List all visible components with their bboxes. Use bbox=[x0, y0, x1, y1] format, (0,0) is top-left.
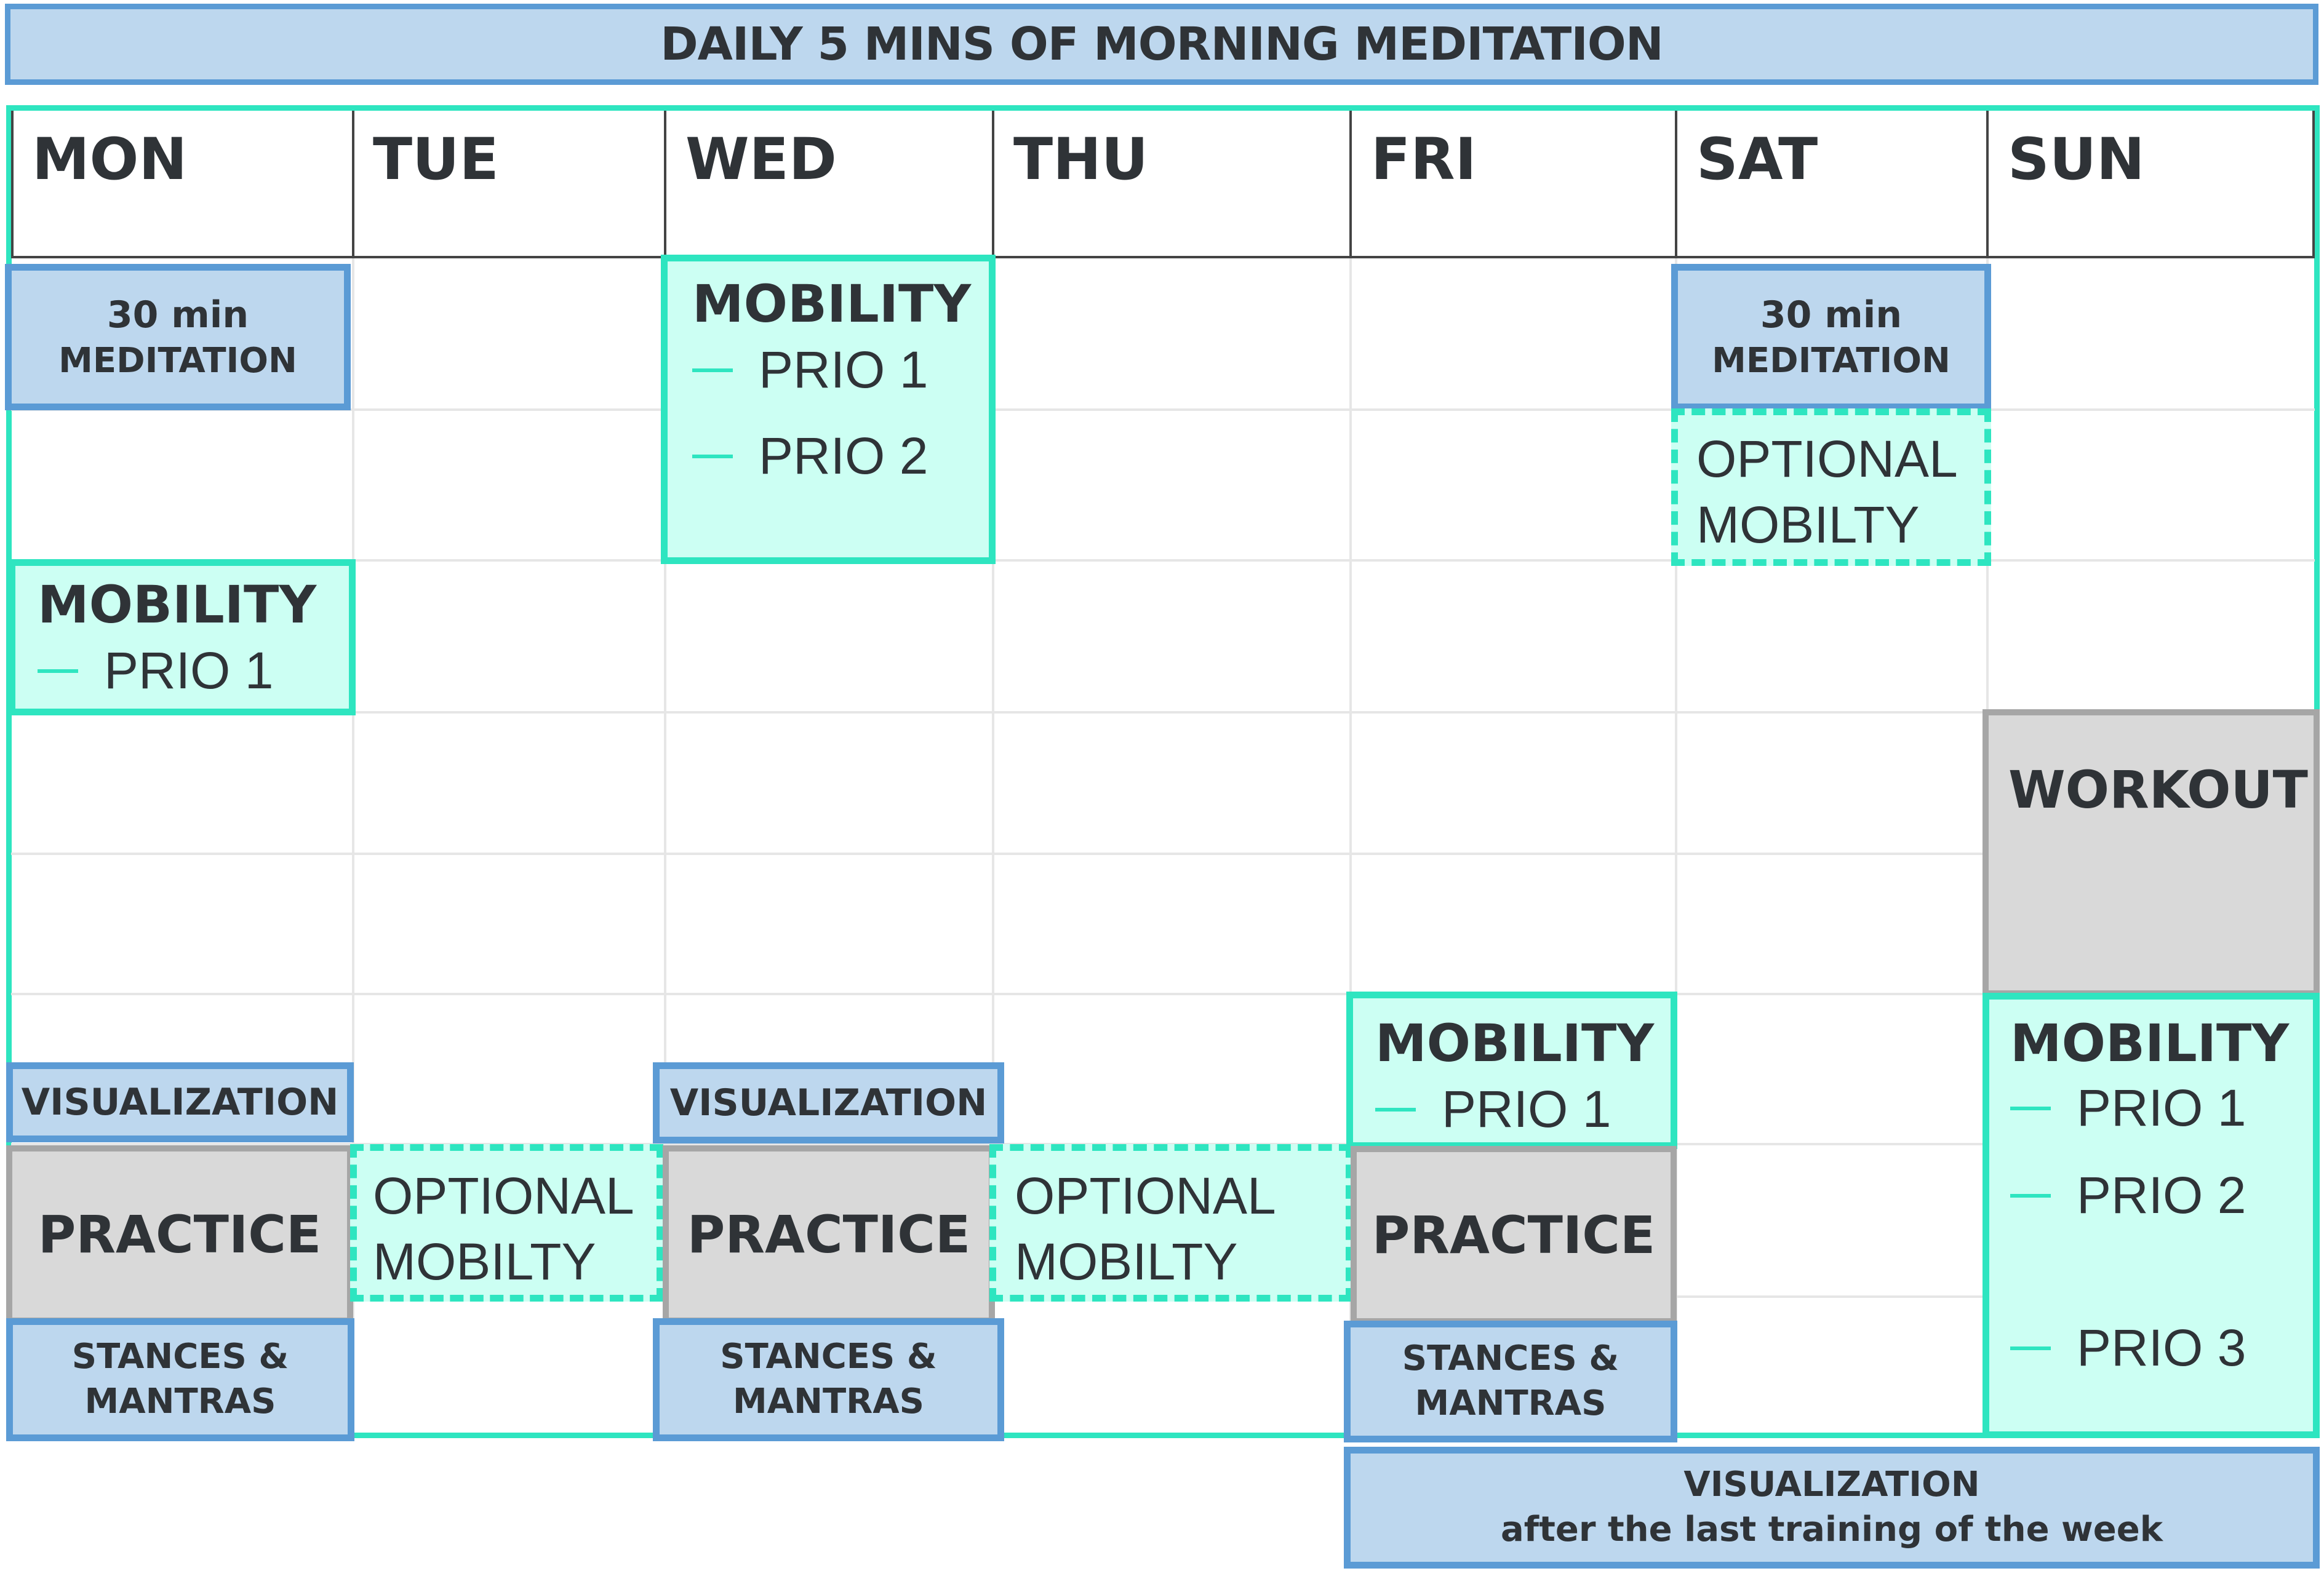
mon-meditation-block bbox=[5, 264, 351, 410]
prio-label: PRIO 1 bbox=[759, 341, 928, 399]
note-subtitle: after the last training of the week bbox=[1501, 1509, 2163, 1549]
optional-line-2: MOBILTY bbox=[1015, 1232, 1238, 1291]
prio-item bbox=[2010, 1318, 2246, 1378]
day-header-mon: MON bbox=[32, 126, 188, 193]
mon-visualization-block bbox=[6, 1062, 354, 1142]
optional-line-1: OPTIONAL bbox=[1696, 430, 1958, 488]
dash-icon bbox=[2010, 1346, 2051, 1350]
stances-line-2: MANTRAS bbox=[1415, 1383, 1607, 1423]
header-line bbox=[992, 111, 994, 257]
optional-line-2: MOBILTY bbox=[373, 1232, 596, 1291]
grid-line bbox=[11, 993, 2315, 995]
prio-item bbox=[2010, 1078, 2246, 1138]
day-header-fri: FRI bbox=[1371, 126, 1477, 193]
fri-stances-block bbox=[1344, 1321, 1677, 1442]
prio-item bbox=[2010, 1166, 2246, 1225]
optional-mobility-text bbox=[1015, 1163, 1276, 1294]
wed-practice-block bbox=[663, 1145, 995, 1324]
page-title: DAILY 5 MINS OF MORNING MEDITATION bbox=[5, 4, 2318, 85]
prio-item bbox=[38, 641, 273, 701]
prio-label: PRIO 2 bbox=[759, 427, 928, 485]
practice-label: PRACTICE bbox=[1372, 1205, 1656, 1265]
header-line bbox=[352, 111, 354, 257]
prio-item bbox=[692, 340, 928, 400]
header-divider bbox=[11, 256, 2315, 258]
fri-mobility-block bbox=[1346, 992, 1677, 1149]
stances-line-1: STANCES & bbox=[71, 1337, 289, 1377]
header-line bbox=[1986, 111, 1989, 257]
grid-line bbox=[11, 711, 2315, 714]
thu-optional-mobility-block bbox=[989, 1144, 1352, 1302]
wed-stances-block bbox=[653, 1318, 1004, 1441]
dash-icon bbox=[1375, 1108, 1416, 1112]
mon-stances-block bbox=[6, 1318, 354, 1441]
dash-icon bbox=[38, 669, 78, 673]
dash-icon bbox=[2010, 1107, 2051, 1110]
prio-label: PRIO 2 bbox=[2077, 1166, 2246, 1224]
sat-meditation-block bbox=[1671, 264, 1991, 410]
optional-line-1: OPTIONAL bbox=[1015, 1167, 1276, 1225]
stances-line-1: STANCES & bbox=[720, 1337, 937, 1377]
fri-practice-block bbox=[1351, 1146, 1677, 1324]
stances-line-2: MANTRAS bbox=[733, 1382, 924, 1422]
sat-optional-mobility-block bbox=[1671, 408, 1991, 566]
end-of-week-visualization-note bbox=[1344, 1447, 2320, 1569]
grid-line bbox=[11, 853, 2315, 855]
header-line bbox=[2312, 111, 2315, 257]
prio-label: PRIO 1 bbox=[104, 642, 274, 699]
day-header-sun: SUN bbox=[2008, 126, 2145, 193]
mobility-title: MOBILITY bbox=[2010, 1013, 2290, 1073]
day-header-thu: THU bbox=[1013, 126, 1149, 193]
mobility-title: MOBILITY bbox=[692, 274, 972, 334]
stances-line-2: MANTRAS bbox=[84, 1382, 276, 1422]
mon-practice-block bbox=[6, 1145, 353, 1324]
visualization-label: VISUALIZATION bbox=[669, 1081, 988, 1124]
stances-line-1: STANCES & bbox=[1402, 1338, 1619, 1379]
visualization-label: VISUALIZATION bbox=[21, 1081, 339, 1124]
workout-label: WORKOUT bbox=[2008, 760, 2308, 820]
optional-mobility-text bbox=[373, 1163, 634, 1294]
meditation-label: MEDITATION bbox=[58, 340, 297, 381]
mon-mobility-block bbox=[9, 559, 356, 715]
note-title: VISUALIZATION bbox=[1683, 1465, 1980, 1505]
optional-line-1: OPTIONAL bbox=[373, 1167, 634, 1225]
wed-visualization-block bbox=[653, 1062, 1004, 1143]
header-line bbox=[11, 111, 14, 257]
meditation-label: MEDITATION bbox=[1712, 340, 1951, 381]
day-header-tue: TUE bbox=[373, 126, 499, 193]
header-line bbox=[664, 111, 666, 257]
prio-label: PRIO 3 bbox=[2077, 1319, 2246, 1377]
meditation-duration: 30 min bbox=[1760, 293, 1903, 336]
dash-icon bbox=[692, 455, 733, 458]
practice-label: PRACTICE bbox=[38, 1204, 322, 1265]
prio-label: PRIO 1 bbox=[1442, 1080, 1611, 1138]
sun-mobility-block bbox=[1983, 993, 2320, 1438]
optional-line-2: MOBILTY bbox=[1696, 495, 1920, 554]
header-line bbox=[1675, 111, 1677, 257]
header-line bbox=[1349, 111, 1352, 257]
tue-optional-mobility-block bbox=[350, 1144, 663, 1302]
meditation-duration: 30 min bbox=[106, 293, 249, 336]
dash-icon bbox=[692, 368, 733, 372]
practice-label: PRACTICE bbox=[687, 1204, 971, 1265]
day-header-wed: WED bbox=[685, 126, 837, 193]
prio-item bbox=[1375, 1080, 1611, 1139]
dash-icon bbox=[2010, 1194, 2051, 1198]
prio-item bbox=[692, 426, 928, 486]
day-header-sat: SAT bbox=[1696, 126, 1818, 193]
wed-mobility-block bbox=[661, 255, 996, 564]
mobility-title: MOBILITY bbox=[1375, 1013, 1655, 1073]
prio-label: PRIO 1 bbox=[2077, 1079, 2246, 1137]
optional-mobility-text bbox=[1696, 426, 1958, 557]
sun-workout-block bbox=[1983, 709, 2320, 996]
mobility-title: MOBILITY bbox=[38, 575, 317, 635]
